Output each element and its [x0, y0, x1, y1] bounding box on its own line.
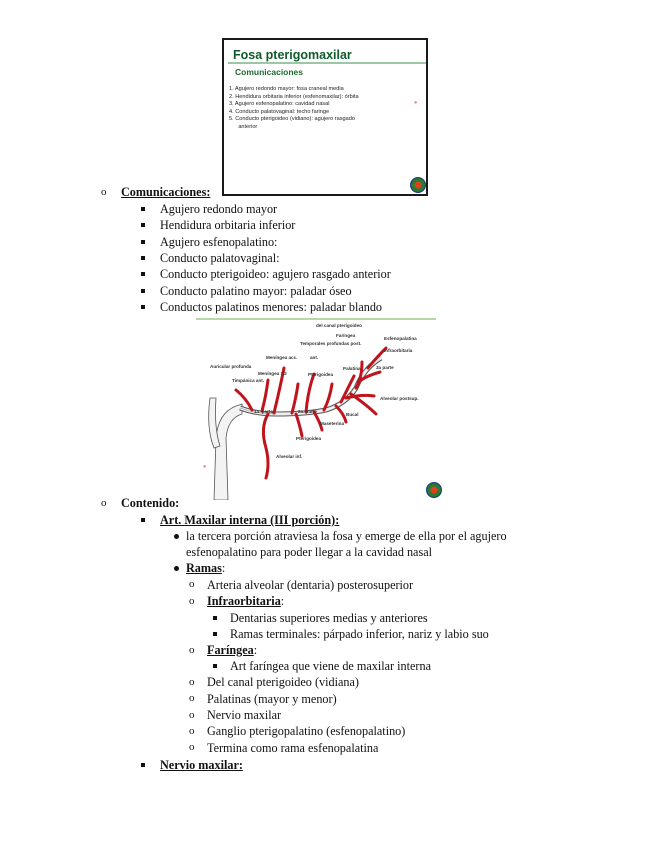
list-item: Del canal pterigoideo (vidiana) — [207, 675, 359, 689]
slide-star: * — [414, 100, 418, 108]
list-item: Ramas terminales: párpado inferior, nariz y labio suo — [230, 627, 489, 641]
heading-infraorbitaria: Infraorbitaria: — [207, 594, 285, 608]
slide-image — [222, 38, 428, 196]
square-bullet — [141, 305, 145, 309]
slide-list — [229, 86, 359, 132]
svg-text:3a parte: 3a parte — [376, 365, 394, 370]
list-item: Conducto palatovaginal: — [160, 251, 280, 265]
list-item: Termina como rama esfenopalatina — [207, 741, 379, 755]
svg-text:2a. parte: 2a. parte — [298, 409, 317, 414]
svg-text:Faríngea: Faríngea — [336, 333, 356, 338]
square-bullet — [141, 289, 145, 293]
list-item: Conductos palatinos menores: paladar blando — [160, 300, 383, 314]
svg-text:Timpánica ant.: Timpánica ant. — [232, 378, 265, 383]
circle-marker: o — [189, 709, 195, 721]
slide-list-item: 2. Hendidura orbitaria inferior (esfenomaxilar): órbita — [229, 93, 359, 100]
circle-marker: o — [189, 692, 195, 704]
list-item: Conducto palatino mayor: paladar óseo — [160, 284, 352, 298]
square-bullet — [213, 616, 217, 620]
square-bullet — [141, 223, 145, 227]
heading-nervio-maxilar: Nervio maxilar: — [160, 758, 243, 772]
heading-comunicaciones: Comunicaciones: — [121, 185, 211, 199]
svg-text:Infraorbitaria: Infraorbitaria — [384, 348, 413, 353]
description-line: esfenopalatino para poder llegar a la cavidad nasal — [186, 545, 432, 559]
square-bullet — [213, 664, 217, 668]
svg-text:Pterigoidea: Pterigoidea — [296, 436, 322, 441]
svg-text:Bucal: Bucal — [346, 412, 359, 417]
slide-list-item: 3. Agujero esfenopalatino: cavidad nasal — [229, 101, 330, 108]
slide-title: Fosa pterigomaxilar — [233, 48, 352, 62]
slide-list-item: anterior — [229, 123, 258, 130]
logo-icon — [426, 482, 442, 498]
svg-text:Meníngea 1/2: Meníngea 1/2 — [258, 371, 287, 376]
circle-marker: o — [189, 725, 195, 737]
heading-contenido: Contenido: — [121, 496, 180, 510]
svg-text:Alveolar postsup.: Alveolar postsup. — [380, 396, 419, 401]
heading-ramas: Ramas: — [186, 561, 226, 575]
round-bullet — [174, 566, 179, 571]
square-bullet — [141, 240, 145, 244]
circle-marker: o — [189, 595, 195, 607]
svg-text:Pterigoidea: Pterigoidea — [308, 372, 334, 377]
square-bullet — [213, 632, 217, 636]
circle-marker: o — [189, 676, 195, 688]
svg-text:Palatina: Palatina — [343, 366, 361, 371]
svg-text:Esfenopalatina: Esfenopalatina — [384, 336, 417, 341]
svg-text:Alveolar inf.: Alveolar inf. — [276, 454, 303, 459]
svg-text:del canal pterigoideo: del canal pterigoideo — [316, 323, 362, 328]
svg-text:Meníngea acc.: Meníngea acc. — [266, 355, 298, 360]
description-line: la tercera porción atraviesa la fosa y emerge de ella por el agujero — [186, 529, 507, 543]
bullet-marker: o — [101, 497, 107, 509]
svg-text:Auricular profunda: Auricular profunda — [210, 364, 252, 369]
slide-list-item: 4. Conducto palatovaginal: techo faringe — [229, 108, 330, 115]
slide-subtitle: Comunicaciones — [235, 67, 304, 77]
svg-text:Maseterina: Maseterina — [320, 421, 345, 426]
svg-text:Temporales profundas post.: Temporales profundas post. — [300, 341, 362, 346]
heading-art-maxilar: Art. Maxilar interna (III porción): — [160, 513, 340, 527]
round-bullet — [174, 534, 179, 539]
svg-text:1a. parte: 1a. parte — [254, 409, 273, 414]
bullet-marker: o — [101, 186, 107, 198]
square-bullet — [141, 207, 145, 211]
square-bullet — [141, 518, 145, 522]
slide-logo-icon — [410, 177, 426, 193]
heading-faringea: Faríngea: — [207, 643, 258, 657]
list-item: Nervio maxilar — [207, 708, 282, 722]
circle-marker: o — [189, 578, 195, 590]
list-item: Art faríngea que viene de maxilar interna — [230, 659, 431, 673]
square-bullet — [141, 272, 145, 276]
list-item: Agujero esfenopalatino: — [160, 235, 278, 249]
list-item: Agujero redondo mayor — [160, 202, 278, 216]
slide-list-item: 1. Agujero redondo mayor: fosa craneal media — [229, 86, 344, 92]
list-item: Dentarias superiores medias y anteriores — [230, 611, 428, 625]
svg-text:ant.: ant. — [310, 355, 319, 360]
list-item: Hendidura orbitaria inferior — [160, 218, 296, 232]
slide-list-item: 5. Conducto pterigoideo (vidiano): agujero rasgado — [229, 116, 355, 123]
list-item: Ganglio pterigopalatino (esfenopalatino) — [207, 724, 406, 738]
circle-marker: o — [189, 644, 195, 656]
diagram-star: * — [203, 464, 207, 472]
slide-divider — [228, 62, 426, 64]
list-item: Arteria alveolar (dentaria) posterosuperior — [207, 578, 414, 592]
maxillary-artery-diagram — [196, 318, 436, 500]
list-item: Conducto pterigoideo: agujero rasgado anterior — [160, 267, 391, 281]
square-bullet — [141, 763, 145, 767]
circle-marker: o — [189, 741, 195, 753]
list-item: Palatinas (mayor y menor) — [207, 692, 337, 706]
square-bullet — [141, 256, 145, 260]
